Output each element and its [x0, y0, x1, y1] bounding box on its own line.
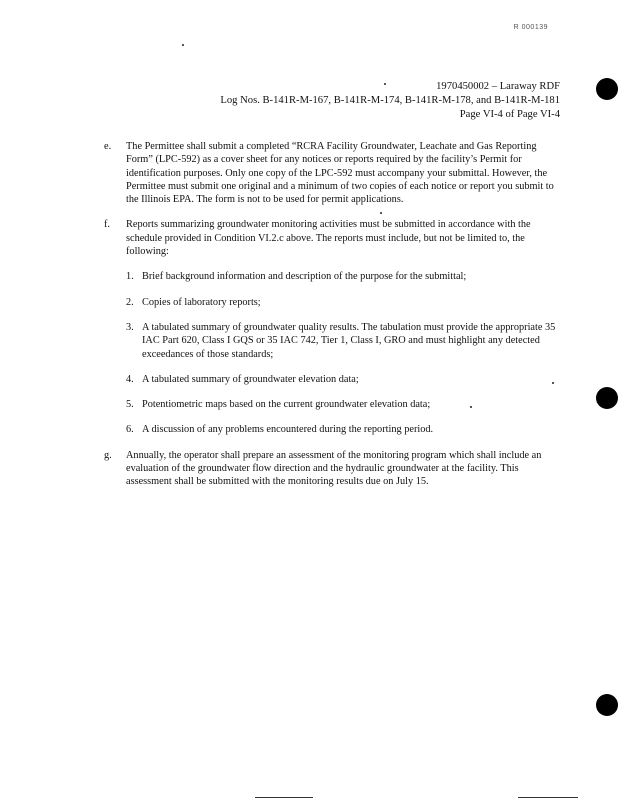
list-item: [126, 296, 564, 309]
paragraph-g: [104, 449, 564, 489]
list-item: [126, 398, 564, 411]
list-item: [126, 423, 564, 436]
list-item-number: 6.: [126, 424, 134, 436]
list-item-number: 1.: [126, 271, 134, 283]
list-item-text: A tabulated summary of groundwater elevation data;: [142, 373, 359, 385]
punch-hole-icon: [596, 78, 618, 100]
paragraph-text: The Permittee shall submit a completed “RCRA Facility Groundwater, Leachate and Gas Reporting Form” (LPC-592) as a cover sheet for any notices or reports required by the facility’s Permit for identification purposes. Only one copy of the LPC-592 must accompany your submittal. However, the Permittee must submit one original and a minimum of two copies of each notice or report you submit to the Illinois EPA. The form is not to be used for permit applications.: [126, 141, 554, 206]
header-facility-id: 1970450002 – Laraway RDF: [436, 81, 560, 92]
header-log-numbers: Log Nos. B-141R-M-167, B-141R-M-174, B-141R-M-178, and B-141R-M-181: [220, 95, 560, 106]
report-requirements-list: [126, 270, 564, 436]
list-item: [126, 321, 564, 361]
list-item-number: 2.: [126, 296, 134, 308]
list-item-text: A discussion of any problems encountered during the reporting period.: [142, 424, 434, 436]
list-item: [126, 373, 564, 386]
paragraph-marker: f.: [104, 219, 111, 231]
footer-rule: [518, 797, 578, 798]
scan-speck: [384, 83, 386, 85]
paragraph-f: [104, 218, 564, 436]
list-item-number: 5.: [126, 399, 134, 411]
footer-rule: [255, 797, 313, 798]
paragraph-text: Annually, the operator shall prepare an assessment of the monitoring program which shall include an evaluation of the groundwater flow direction and the hydraulic groundwater at the facility. This assessment shall be submitted with the monitoring results due on July 15.: [126, 449, 542, 488]
document-body: [104, 140, 564, 501]
punch-hole-icon: [596, 694, 618, 716]
document-header: [220, 80, 560, 122]
list-item-text: A tabulated summary of groundwater quality results. The tabulation must provide the appropriate 35 IAC Part 620, Class I GQS or 35 IAC 742, Tier 1, Class I, GRO and must highlight any detected exceedances of those standards;: [142, 321, 556, 360]
list-item-text: Potentiometric maps based on the current groundwater elevation data;: [142, 399, 431, 411]
punch-hole-icon: [596, 387, 618, 409]
paragraph-e: [104, 140, 564, 206]
list-item-text: Brief background information and description of the purpose for the submittal;: [142, 271, 467, 283]
paragraph-marker: e.: [104, 141, 112, 152]
list-item-number: 3.: [126, 321, 134, 333]
paragraph-marker: g.: [104, 449, 112, 461]
list-item-number: 4.: [126, 373, 134, 385]
list-item-text: Copies of laboratory reports;: [142, 296, 261, 308]
list-item: [126, 270, 564, 283]
header-page-number: Page VI-4 of Page VI-4: [459, 109, 560, 120]
paragraph-text: Reports summarizing groundwater monitoring activities must be submitted in accordance with the schedule provided in Condition VI.2.c above. The reports must include, but not be limited to, the following:: [126, 219, 531, 258]
page-stamp: R 000139: [513, 24, 548, 31]
scan-speck: [182, 44, 184, 46]
